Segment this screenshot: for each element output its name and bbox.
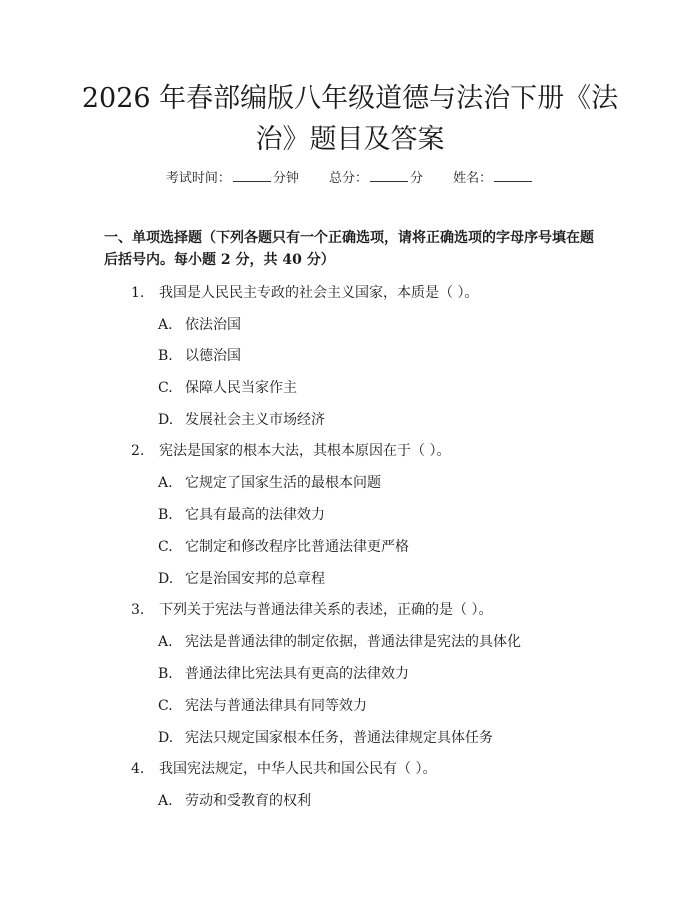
question-number: 2. <box>131 443 145 459</box>
q3-option-a <box>158 632 521 652</box>
q2-option-b <box>158 505 325 525</box>
question-number: 3. <box>131 602 145 618</box>
question-text: 我国宪法规定，中华人民共和国公民有（ ）。 <box>159 761 437 777</box>
student-name-label: 姓名： <box>453 171 493 186</box>
q2-option-c <box>158 537 409 557</box>
q1-option-b <box>158 346 241 366</box>
option-letter: D. <box>158 730 174 746</box>
question-number: 4. <box>131 761 145 777</box>
option-text: 保障人民当家作主 <box>185 380 297 396</box>
q3-option-b <box>158 664 409 684</box>
option-letter: B. <box>158 507 173 523</box>
option-letter: C. <box>158 698 173 714</box>
option-letter: A. <box>158 317 173 333</box>
section-heading: 一、单项选择题（下列各题只有一个正确选项，请将正确选项的字母序号填在题后括号内。每小题 2 分，共 40 分） <box>104 230 594 268</box>
total-score-unit: 分 <box>410 171 424 186</box>
question-1 <box>131 283 478 303</box>
option-text: 宪法与普通法律具有同等效力 <box>185 698 367 714</box>
total-score-blank[interactable] <box>370 168 408 182</box>
question-number: 1. <box>131 285 145 301</box>
option-letter: D. <box>158 412 174 428</box>
option-letter: A. <box>158 475 173 491</box>
option-text: 它规定了国家生活的最根本问题 <box>185 475 381 491</box>
exam-time-label: 考试时间： <box>165 171 231 186</box>
option-text: 宪法只规定国家根本任务，普通法律规定具体任务 <box>185 730 493 746</box>
question-text: 我国是人民民主专政的社会主义国家，本质是（ ）。 <box>159 285 479 301</box>
q2-option-a <box>158 473 381 493</box>
option-text: 它是治国安邦的总章程 <box>185 571 325 587</box>
question-2 <box>131 441 450 461</box>
exam-info-line <box>0 168 700 189</box>
option-text: 宪法是普通法律的制定依据，普通法律是宪法的具体化 <box>185 634 521 650</box>
q1-option-a <box>158 315 241 335</box>
option-text: 依法治国 <box>185 317 241 333</box>
option-letter: D. <box>158 571 174 587</box>
option-letter: C. <box>158 380 173 396</box>
q4-option-a <box>158 791 311 811</box>
q3-option-c <box>158 696 367 716</box>
total-score-label: 总分： <box>328 171 368 186</box>
option-text: 它具有最高的法律效力 <box>185 507 325 523</box>
q1-option-c <box>158 378 297 398</box>
option-text: 它制定和修改程序比普通法律更严格 <box>185 539 409 555</box>
exam-time-field <box>166 171 303 186</box>
option-letter: B. <box>158 666 173 682</box>
student-name-blank[interactable] <box>494 168 532 182</box>
q2-option-d <box>158 569 325 589</box>
question-text: 宪法是国家的根本大法，其根本原因在于（ ）。 <box>159 443 451 459</box>
question-3 <box>131 600 492 620</box>
option-letter: A. <box>158 634 173 650</box>
total-score-field <box>329 171 427 186</box>
q3-option-d <box>158 728 493 748</box>
q1-option-d <box>158 410 325 430</box>
student-name-field <box>453 171 534 186</box>
option-letter: A. <box>158 793 173 809</box>
option-letter: B. <box>158 348 173 364</box>
exam-time-unit: 分钟 <box>272 171 299 186</box>
option-text: 普通法律比宪法具有更高的法律效力 <box>185 666 409 682</box>
question-4 <box>131 759 436 779</box>
option-text: 以德治国 <box>185 348 241 364</box>
option-letter: C. <box>158 539 173 555</box>
document-title: 2026 年春部编版八年级道德与法治下册《法治》题目及答案 <box>81 83 619 155</box>
question-text: 下列关于宪法与普通法律关系的表述，正确的是（ ）。 <box>159 602 493 618</box>
option-text: 劳动和受教育的权利 <box>185 793 311 809</box>
option-text: 发展社会主义市场经济 <box>185 412 325 428</box>
exam-time-blank[interactable] <box>233 168 271 182</box>
